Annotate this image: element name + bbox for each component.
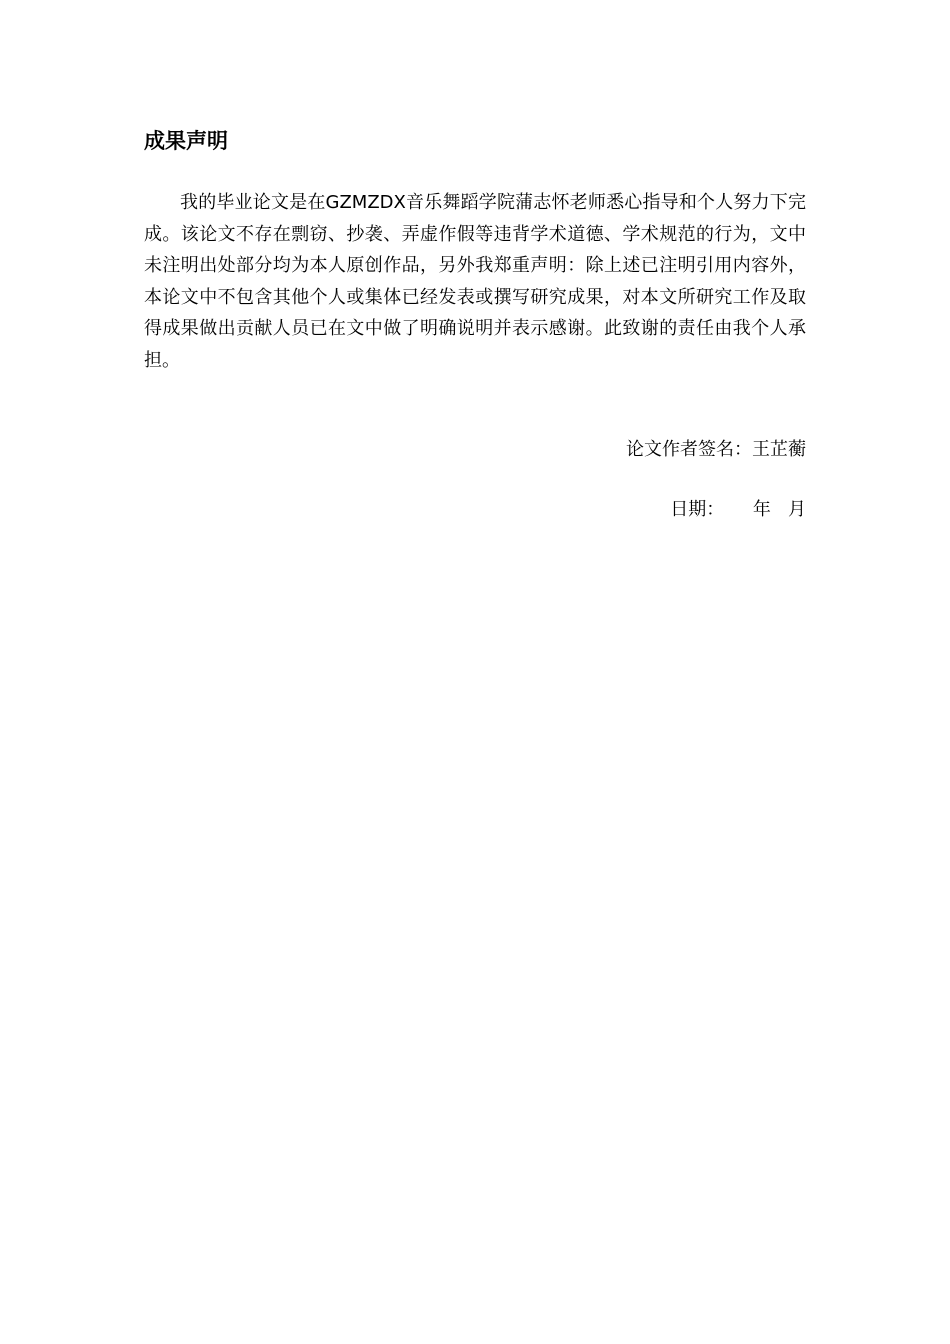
page-title: 成果声明 [144, 129, 228, 153]
author-signature: 论文作者签名：王芷蘅 [626, 439, 806, 460]
declaration-paragraph: 我的毕业论文是在GZMZDX音乐舞蹈学院蒲志怀老师悉心指导和个人努力下完成。该论文不存在剽窃、抄袭、弄虚作假等违背学术道德、学术规范的行为，文中未注明出处部分均为本人原创作品，另外我郑重声明：除上述已注明引用内容外，本论文中不包含其他个人或集体已经发表或撰写研究成果，对本文所研究工作及取得成果做出贡献人员已在文中做了明确说明并表示感谢。此致谢的责任由我个人承担。 [144, 192, 806, 371]
date-line: 日期： 年 月 [670, 499, 806, 520]
